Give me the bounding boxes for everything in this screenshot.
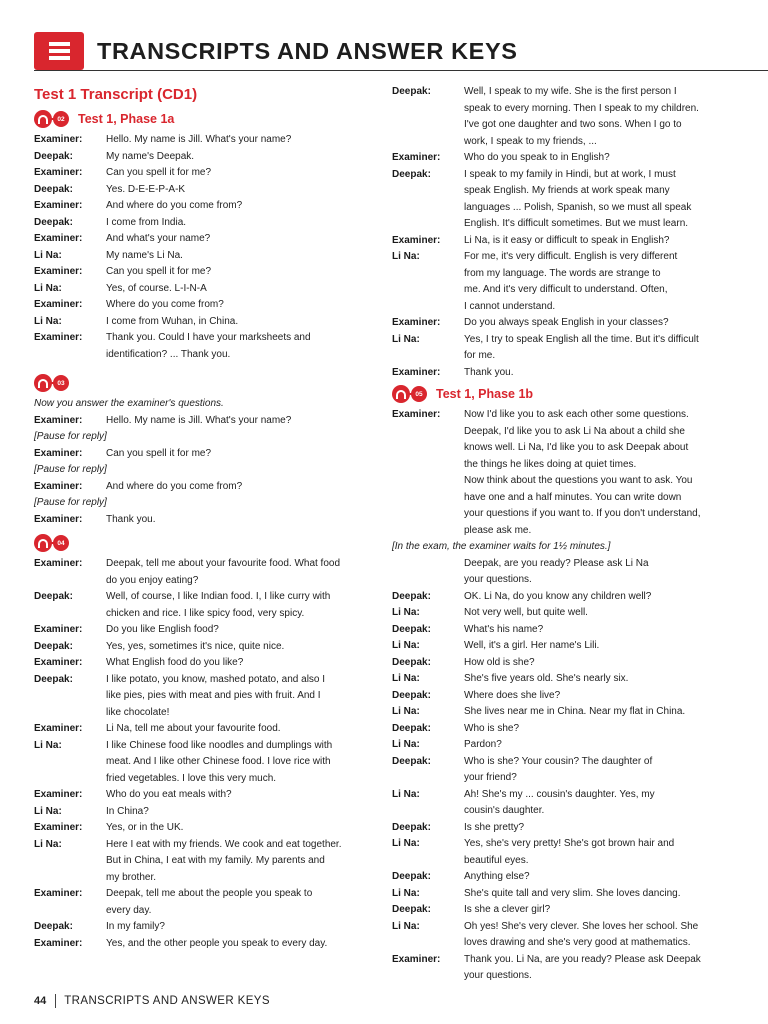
line-text: Thank you. bbox=[464, 366, 514, 378]
transcript-line bbox=[34, 281, 374, 298]
line-text: In China? bbox=[106, 805, 149, 817]
transcript-line bbox=[392, 770, 737, 787]
line-text: loves drawing and she's very good at mathematics. bbox=[464, 937, 691, 948]
speaker-label: Examiner: bbox=[34, 657, 83, 668]
line-text: Yes, and the other people you speak to every day. bbox=[106, 937, 328, 949]
line-text: I come from Wuhan, in China. bbox=[106, 315, 239, 327]
speaker-label: Examiner: bbox=[34, 299, 83, 310]
line-text: Yes, she's very pretty! She's got brown hair and bbox=[464, 838, 675, 849]
transcript-line bbox=[34, 297, 374, 314]
transcript-line bbox=[392, 968, 737, 985]
transcript-line bbox=[34, 314, 374, 331]
line-text: English. It's difficult sometimes. But we must learn. bbox=[464, 218, 689, 229]
transcript-line bbox=[34, 198, 374, 215]
track-heading bbox=[34, 533, 374, 553]
speaker-label: Examiner: bbox=[34, 233, 83, 244]
speaker-label: Li Na: bbox=[392, 640, 420, 651]
speaker-label: Examiner: bbox=[34, 447, 83, 459]
speaker-label: Examiner: bbox=[34, 888, 83, 899]
line-text: How old is she? bbox=[464, 656, 535, 668]
line-text: For me, it's very difficult. English is very different bbox=[464, 251, 678, 262]
speaker-label: Examiner: bbox=[34, 480, 83, 492]
transcript-line bbox=[34, 622, 374, 639]
line-text: Pardon? bbox=[464, 739, 502, 750]
transcript-line bbox=[392, 638, 737, 655]
line-text: And where do you come from? bbox=[106, 480, 243, 492]
transcript-line bbox=[34, 903, 374, 920]
transcript-line bbox=[34, 556, 374, 573]
transcript-line bbox=[392, 836, 737, 853]
transcript-line bbox=[392, 266, 737, 283]
transcript-line bbox=[392, 101, 737, 118]
line-text: every day. bbox=[106, 904, 152, 916]
speaker-label: Li Na: bbox=[34, 249, 62, 261]
transcript-line bbox=[392, 473, 737, 490]
line-text: Thank you. bbox=[106, 513, 156, 525]
line-text: Deepak, tell me about the people you speak to bbox=[106, 888, 313, 899]
speaker-label: Examiner: bbox=[34, 332, 83, 343]
transcript-line bbox=[34, 886, 374, 903]
speaker-label: Li Na: bbox=[34, 805, 62, 817]
speaker-label: Examiner: bbox=[34, 414, 83, 426]
speaker-label: Deepak: bbox=[392, 623, 431, 635]
transcript-line bbox=[34, 573, 374, 590]
transcript-right bbox=[392, 84, 737, 985]
speaker-label: Li Na: bbox=[34, 282, 62, 294]
speaker-label: Li Na: bbox=[392, 251, 420, 262]
speaker-label: Deepak: bbox=[392, 689, 431, 701]
transcript-line bbox=[392, 803, 737, 820]
speaker-label: Li Na: bbox=[392, 887, 420, 899]
transcript-line bbox=[392, 183, 737, 200]
speaker-label: Examiner: bbox=[34, 134, 83, 145]
footer-title: TRANSCRIPTS AND ANSWER KEYS bbox=[64, 995, 270, 1007]
transcript-line bbox=[34, 936, 374, 953]
line-text: your questions. bbox=[464, 574, 532, 585]
line-text: My name's Li Na. bbox=[106, 249, 183, 261]
line-text: Hello. My name is Jill. What's your name? bbox=[106, 134, 292, 145]
transcript-line bbox=[392, 622, 737, 639]
header-divider bbox=[34, 70, 768, 71]
line-text: my brother. bbox=[106, 871, 157, 883]
speaker-label: Deepak: bbox=[392, 86, 431, 97]
speaker-label: Li Na: bbox=[392, 333, 420, 345]
line-text: Yes, yes, sometimes it's nice, quite nice. bbox=[106, 640, 285, 652]
transcript-line bbox=[34, 919, 374, 936]
line-text: languages ... Polish, Spanish, so we must all speak bbox=[464, 201, 692, 213]
speaker-label: Li Na: bbox=[34, 739, 62, 751]
speaker-label: Examiner: bbox=[34, 937, 83, 949]
cd-track-icon bbox=[392, 385, 428, 403]
transcript-line bbox=[392, 440, 737, 457]
speaker-label: Examiner: bbox=[392, 317, 441, 328]
transcript-line bbox=[392, 457, 737, 474]
line-text: identification? ... Thank you. bbox=[106, 348, 231, 360]
line-text: fried vegetables. I love this very much. bbox=[106, 772, 277, 784]
line-text: beautiful eyes. bbox=[464, 854, 529, 866]
stage-direction: [Pause for reply] bbox=[34, 464, 107, 475]
line-text: me. And it's very difficult to understand. Often, bbox=[464, 284, 668, 295]
line-text: Yes, I try to speak English all the time. But it's difficult bbox=[464, 333, 699, 345]
speaker-label: Deepak: bbox=[392, 904, 431, 915]
line-text: meat. And I like other Chinese food. I love rice with bbox=[106, 756, 331, 767]
transcript-line bbox=[392, 655, 737, 672]
line-text: My name's Deepak. bbox=[106, 150, 195, 162]
line-text: And where do you come from? bbox=[106, 200, 243, 211]
line-text: like pies, pies with meat and pies with fruit. And I bbox=[106, 690, 321, 701]
line-text: What's his name? bbox=[464, 623, 544, 635]
line-text: Can you spell it for me? bbox=[106, 266, 212, 277]
line-text: I've got one daughter and two sons. When I go to bbox=[464, 119, 682, 130]
line-text: Deepak, tell me about your favourite food. What food bbox=[106, 558, 341, 569]
track-heading bbox=[34, 373, 374, 393]
track-number: 04 bbox=[53, 535, 69, 551]
speaker-label: Deepak: bbox=[34, 183, 73, 195]
track-number: 05 bbox=[411, 386, 427, 402]
line-text: Who do you speak to in English? bbox=[464, 152, 610, 163]
speaker-label: Deepak: bbox=[392, 656, 431, 668]
transcript-line bbox=[392, 935, 737, 952]
speaker-label: Examiner: bbox=[34, 723, 83, 734]
transcript-line bbox=[392, 605, 737, 622]
line-text: speak English. My friends at work speak many bbox=[464, 185, 670, 196]
speaker-label: Deepak: bbox=[392, 168, 431, 180]
transcript-line bbox=[34, 639, 374, 656]
page-title: TRANSCRIPTS AND ANSWER KEYS bbox=[97, 38, 518, 64]
line-text: Do you always speak English in your classes? bbox=[464, 317, 669, 328]
track-number: 02 bbox=[53, 111, 69, 127]
transcript-line bbox=[34, 870, 374, 887]
transcript-line bbox=[34, 820, 374, 837]
speaker-label: Li Na: bbox=[392, 706, 420, 717]
line-text: Thank you. Li Na, are you ready? Please ask Deepak bbox=[464, 953, 701, 965]
transcript-line bbox=[392, 134, 737, 151]
transcript-line bbox=[34, 330, 374, 347]
line-text: Deepak, I'd like you to ask Li Na about a child she bbox=[464, 425, 685, 437]
line-text: Who is she? bbox=[464, 722, 520, 734]
speaker-label: Deepak: bbox=[392, 755, 431, 767]
line-text: I like potato, you know, mashed potato, and also I bbox=[106, 673, 326, 685]
line-text: from my language. The words are strange to bbox=[464, 267, 661, 279]
transcript-line bbox=[392, 365, 737, 382]
line-text: Yes, or in the UK. bbox=[106, 822, 184, 833]
line-text: I come from India. bbox=[106, 216, 187, 228]
transcript-line bbox=[34, 479, 374, 496]
speaker-label: Deepak: bbox=[392, 590, 431, 602]
transcript-line bbox=[34, 231, 374, 248]
transcript-line bbox=[34, 149, 374, 166]
transcript-line bbox=[392, 853, 737, 870]
speaker-label: Deepak: bbox=[34, 150, 73, 162]
transcript-line bbox=[34, 754, 374, 771]
page-header bbox=[0, 0, 768, 80]
speaker-label: Li Na: bbox=[34, 838, 62, 850]
spacer bbox=[34, 363, 374, 373]
cd-track-icon bbox=[34, 534, 70, 552]
line-text: I like Chinese food like noodles and dumplings with bbox=[106, 739, 333, 751]
speaker-label: Deepak: bbox=[392, 871, 431, 882]
transcript-line bbox=[392, 787, 737, 804]
page-number: 44 bbox=[34, 995, 47, 1007]
transcript-line bbox=[392, 117, 737, 134]
speaker-label: Li Na: bbox=[392, 607, 420, 618]
transcript-line bbox=[392, 572, 737, 589]
line-text: chicken and rice. I like spicy food, very spicy. bbox=[106, 607, 305, 619]
line-text: Well, of course, I like Indian food. I, I like curry with bbox=[106, 591, 331, 602]
line-text: She's five years old. She's nearly six. bbox=[464, 673, 629, 684]
transcript-line bbox=[392, 332, 737, 349]
transcript-line bbox=[392, 919, 737, 936]
transcript-line bbox=[34, 853, 374, 870]
speaker-label: Examiner: bbox=[392, 152, 441, 163]
speaker-label: Examiner: bbox=[34, 167, 83, 178]
line-text: your questions if you want to. If you don't understand, bbox=[464, 508, 701, 519]
transcript-line bbox=[392, 902, 737, 919]
transcript-line bbox=[392, 671, 737, 688]
line-text: your questions. bbox=[464, 970, 532, 981]
speaker-label: Examiner: bbox=[392, 234, 441, 246]
speaker-label: Deepak: bbox=[34, 673, 73, 685]
line-text: Now I'd like you to ask each other some questions. bbox=[464, 409, 689, 420]
transcript-left bbox=[34, 109, 374, 952]
transcript-line bbox=[392, 556, 737, 573]
line-text: Thank you. Could I have your marksheets and bbox=[106, 332, 311, 343]
transcript-line bbox=[392, 754, 737, 771]
cd-track-icon bbox=[34, 374, 70, 392]
track-heading bbox=[34, 109, 374, 129]
speaker-label: Li Na: bbox=[392, 920, 420, 932]
transcript-line bbox=[34, 446, 374, 463]
stage-direction: [In the exam, the examiner waits for 1½ minutes.] bbox=[392, 541, 611, 552]
transcript-line bbox=[34, 606, 374, 623]
speaker-label: Examiner: bbox=[392, 366, 441, 378]
line-text: Li Na, is it easy or difficult to speak in English? bbox=[464, 234, 670, 246]
transcript-line bbox=[392, 150, 737, 167]
line-text: Here I eat with my friends. We cook and eat together. bbox=[106, 838, 342, 850]
speaker-label: Examiner: bbox=[34, 266, 83, 277]
transcript-line bbox=[392, 737, 737, 754]
line-text: do you enjoy eating? bbox=[106, 574, 199, 586]
transcript-line bbox=[392, 704, 737, 721]
line-text: Is she pretty? bbox=[464, 821, 525, 833]
speaker-label: Deepak: bbox=[34, 921, 73, 932]
line-text: like chocolate! bbox=[106, 706, 170, 718]
speaker-label: Li Na: bbox=[392, 739, 420, 750]
transcript-line bbox=[34, 248, 374, 265]
speaker-label: Examiner: bbox=[34, 558, 83, 569]
stage-direction: Now you answer the examiner's questions. bbox=[34, 398, 224, 409]
transcript-line bbox=[34, 413, 374, 430]
transcript-line bbox=[392, 216, 737, 233]
line-text: work, I speak to my friends, ... bbox=[464, 135, 597, 147]
transcript-line bbox=[392, 200, 737, 217]
speaker-label: Li Na: bbox=[392, 838, 420, 849]
footer-divider bbox=[55, 994, 56, 1008]
line-text: Yes. D-E-E-P-A-K bbox=[106, 183, 186, 195]
line-text: I speak to my family in Hindi, but at work, I must bbox=[464, 168, 676, 180]
transcript-line bbox=[392, 282, 737, 299]
transcript-line bbox=[392, 490, 737, 507]
line-text: But in China, I eat with my family. My parents and bbox=[106, 855, 325, 866]
line-text: Well, I speak to my wife. She is the first person I bbox=[464, 86, 677, 97]
line-text: What English food do you like? bbox=[106, 657, 244, 668]
line-text: Deepak, are you ready? Please ask Li Na bbox=[464, 557, 649, 569]
transcript-line bbox=[392, 952, 737, 969]
transcript-line bbox=[392, 506, 737, 523]
transcript-line bbox=[392, 886, 737, 903]
speaker-label: Examiner: bbox=[34, 624, 83, 635]
transcript-line bbox=[392, 820, 737, 837]
transcript-line bbox=[392, 84, 737, 101]
track-title: Test 1, Phase 1b bbox=[436, 387, 534, 401]
line-text: In my family? bbox=[106, 921, 165, 932]
speaker-label: Examiner: bbox=[392, 409, 441, 420]
transcript-line bbox=[34, 771, 374, 788]
transcript-line bbox=[34, 804, 374, 821]
transcript-line bbox=[34, 165, 374, 182]
transcript-line bbox=[34, 837, 374, 854]
transcript-line bbox=[34, 264, 374, 281]
line-text: please ask me. bbox=[464, 524, 532, 536]
line-text: Can you spell it for me? bbox=[106, 447, 212, 459]
line-text: Li Na, tell me about your favourite food. bbox=[106, 723, 281, 734]
speaker-label: Li Na: bbox=[392, 788, 420, 800]
transcript-line bbox=[392, 424, 737, 441]
transcript-line bbox=[34, 787, 374, 804]
transcript-line bbox=[34, 132, 374, 149]
transcript-line bbox=[392, 249, 737, 266]
line-text: speak to every morning. Then I speak to my children. bbox=[464, 102, 699, 114]
transcript-line bbox=[34, 512, 374, 529]
transcript-line bbox=[34, 589, 374, 606]
transcript-line bbox=[34, 182, 374, 199]
transcript-line bbox=[34, 672, 374, 689]
line-text: the things he likes doing at quiet times. bbox=[464, 458, 637, 470]
line-text: cousin's daughter. bbox=[464, 805, 545, 816]
line-text: Well, it's a girl. Her name's Lili. bbox=[464, 640, 600, 651]
line-text: And what's your name? bbox=[106, 233, 211, 244]
transcript-line bbox=[392, 233, 737, 250]
line-text: Can you spell it for me? bbox=[106, 167, 212, 178]
speaker-label: Examiner: bbox=[34, 513, 83, 525]
cd-track-icon bbox=[34, 110, 70, 128]
transcript-line bbox=[34, 655, 374, 672]
transcript-line bbox=[392, 869, 737, 886]
line-text: Who is she? Your cousin? The daughter of bbox=[464, 755, 653, 767]
track-number: 03 bbox=[53, 375, 69, 391]
transcript-line bbox=[34, 688, 374, 705]
line-text: have one and a half minutes. You can write down bbox=[464, 491, 682, 503]
speaker-label: Deepak: bbox=[392, 722, 431, 734]
line-text: Where does she live? bbox=[464, 689, 561, 701]
track-heading bbox=[392, 384, 737, 404]
transcript-line bbox=[392, 167, 737, 184]
line-text: She's quite tall and very slim. She loves dancing. bbox=[464, 887, 681, 899]
speaker-label: Examiner: bbox=[34, 200, 83, 211]
section-title: Test 1 Transcript (CD1) bbox=[34, 86, 198, 103]
speaker-label: Deepak: bbox=[34, 591, 73, 602]
stage-direction: [Pause for reply] bbox=[34, 497, 107, 508]
line-text: Ah! She's my ... cousin's daughter. Yes, my bbox=[464, 788, 655, 800]
speaker-label: Li Na: bbox=[34, 315, 62, 327]
line-text: Do you like English food? bbox=[106, 624, 219, 635]
speaker-label: Deepak: bbox=[34, 216, 73, 228]
transcript-line bbox=[392, 721, 737, 738]
track-title: Test 1, Phase 1a bbox=[78, 112, 175, 126]
line-text: She lives near me in China. Near my flat in China. bbox=[464, 706, 686, 717]
line-text: your friend? bbox=[464, 772, 517, 783]
line-text: Oh yes! She's very clever. She loves her school. She bbox=[464, 920, 699, 932]
transcript-line bbox=[34, 721, 374, 738]
line-text: Who do you eat meals with? bbox=[106, 789, 232, 800]
transcript-line bbox=[392, 407, 737, 424]
transcript-line bbox=[392, 299, 737, 316]
transcript-line bbox=[34, 215, 374, 232]
line-text: Is she a clever girl? bbox=[464, 904, 551, 915]
menu-list-icon bbox=[34, 32, 84, 70]
speaker-label: Deepak: bbox=[34, 640, 73, 652]
speaker-label: Examiner: bbox=[392, 953, 441, 965]
speaker-label: Examiner: bbox=[34, 789, 83, 800]
transcript-line bbox=[34, 705, 374, 722]
line-text: knows well. Li Na, I'd like you to ask Deepak about bbox=[464, 442, 689, 453]
transcript-line bbox=[34, 738, 374, 755]
line-text: Yes, of course. L-I-N-A bbox=[106, 282, 207, 294]
line-text: Not very well, but quite well. bbox=[464, 607, 588, 618]
line-text: OK. Li Na, do you know any children well? bbox=[464, 590, 652, 602]
line-text: I cannot understand. bbox=[464, 300, 556, 312]
transcript-line bbox=[34, 347, 374, 364]
transcript-line bbox=[392, 589, 737, 606]
speaker-label: Li Na: bbox=[392, 673, 420, 684]
line-text: Now think about the questions you want to ask. You bbox=[464, 475, 693, 486]
transcript-line bbox=[392, 348, 737, 365]
transcript-line bbox=[392, 688, 737, 705]
page-footer bbox=[34, 994, 270, 1008]
line-text: Where do you come from? bbox=[106, 299, 224, 310]
speaker-label: Examiner: bbox=[34, 822, 83, 833]
line-text: Anything else? bbox=[464, 871, 530, 882]
transcript-line bbox=[392, 315, 737, 332]
transcript-line bbox=[392, 523, 737, 540]
line-text: Hello. My name is Jill. What's your name? bbox=[106, 414, 292, 426]
line-text: for me. bbox=[464, 350, 496, 361]
speaker-label: Deepak: bbox=[392, 821, 431, 833]
stage-direction: [Pause for reply] bbox=[34, 431, 107, 442]
